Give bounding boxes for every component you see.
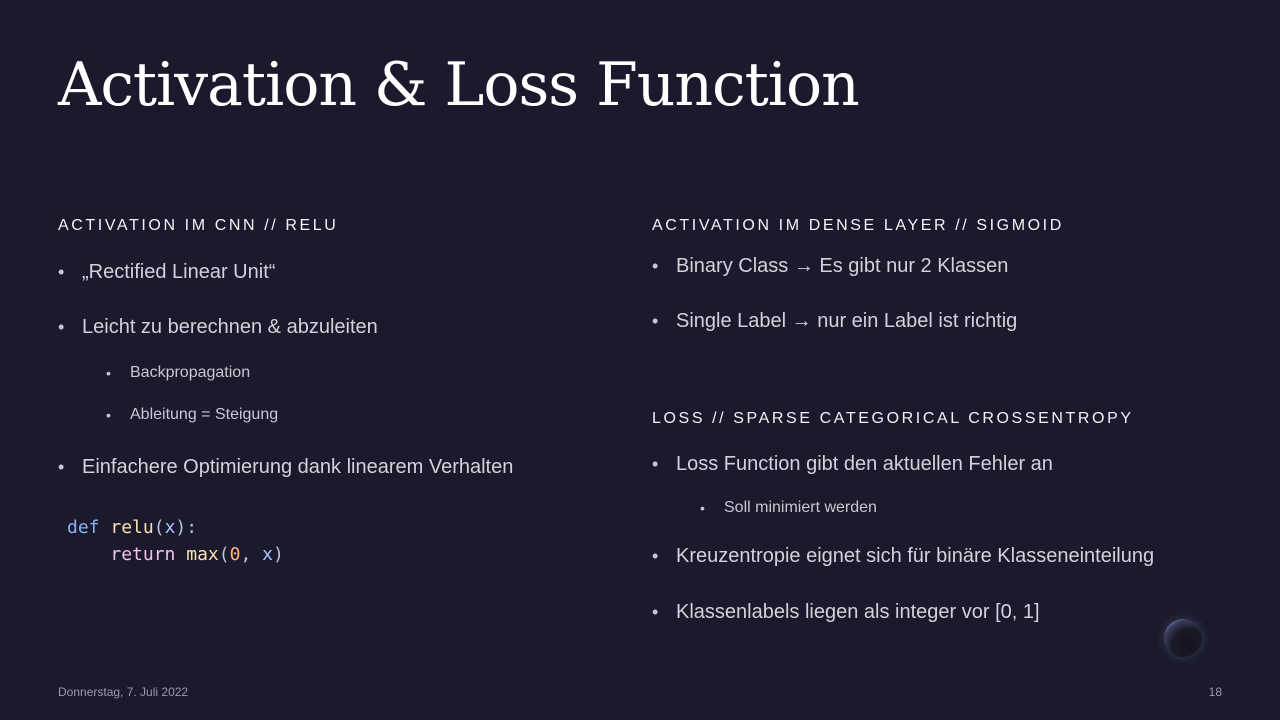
decorative-orb-icon xyxy=(1164,619,1202,657)
code-function: relu xyxy=(110,517,154,538)
list-item: • Ableitung = Steigung xyxy=(58,403,618,427)
relu-bullet-list xyxy=(58,260,618,479)
sigmoid-heading: ACTIVATION IM DENSE LAYER // SIGMOID xyxy=(652,217,1064,234)
code-keyword: def xyxy=(67,517,100,538)
relu-heading: ACTIVATION IM CNN // RELU xyxy=(58,217,339,234)
footer-date: Donnerstag, 7. Juli 2022 xyxy=(58,685,189,699)
list-item: • Backpropagation xyxy=(58,361,618,385)
list-item: • Leicht zu berechnen & abzuleiten xyxy=(58,315,618,339)
code-argument: x xyxy=(164,517,176,538)
list-item: • „Rectified Linear Unit“ xyxy=(58,260,618,284)
list-item: • Einfachere Optimierung dank linearem Verhalten xyxy=(58,455,618,479)
code-punctuation: ( xyxy=(218,544,230,565)
list-item: • Klassenlabels liegen als integer vor [0, 1] xyxy=(652,600,1242,624)
page-number: 18 xyxy=(1208,685,1222,699)
right-column xyxy=(652,216,1242,624)
left-column xyxy=(58,216,618,479)
code-punctuation: , xyxy=(240,544,263,565)
code-punctuation: ): xyxy=(175,517,198,538)
list-item: • Single Label → nur ein Label ist richtig xyxy=(652,309,1242,333)
code-punctuation: ( xyxy=(153,517,165,538)
code-number: 0 xyxy=(229,544,241,565)
list-item: • Soll minimiert werden xyxy=(652,496,1242,520)
code-keyword: return xyxy=(110,544,176,565)
code-argument: x xyxy=(262,544,273,565)
loss-bullet-list xyxy=(652,452,1242,624)
list-item: • Binary Class → Es gibt nur 2 Klassen xyxy=(652,254,1242,278)
list-item: • Kreuzentropie eignet sich für binäre Klasseneinteilung xyxy=(652,544,1242,568)
sigmoid-bullet-list xyxy=(652,254,1242,333)
list-item: • Loss Function gibt den aktuellen Fehler an xyxy=(652,452,1242,476)
loss-heading: LOSS // SPARSE CATEGORICAL CROSSENTROPY xyxy=(652,410,1134,427)
code-function: max xyxy=(186,544,219,565)
code-punctuation: ) xyxy=(272,544,284,565)
slide-title: Activation & Loss Function xyxy=(58,50,859,120)
relu-code-block xyxy=(67,514,284,568)
